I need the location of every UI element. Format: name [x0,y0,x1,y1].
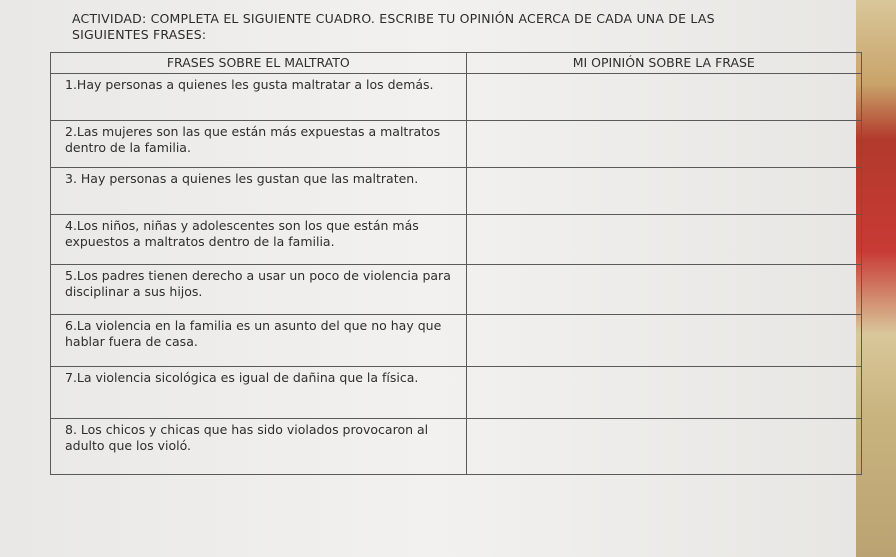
frase-cell: 3. Hay personas a quienes les gustan que las maltraten. [51,168,467,215]
opinion-cell[interactable] [466,121,861,168]
table-row [51,168,862,215]
frase-cell: 5.Los padres tienen derecho a usar un poco de violencia para disciplinar a sus hijos. [51,265,467,315]
table-row [51,121,862,168]
opinion-table [50,52,862,475]
table-row [51,74,862,121]
background-fabric [856,0,896,557]
header-opinion: MI OPINIÓN SOBRE LA FRASE [466,53,861,74]
frase-cell: 7.La violencia sicológica es igual de dañina que la física. [51,367,467,419]
table-row [51,367,862,419]
header-frases: FRASES SOBRE EL MALTRATO [51,53,467,74]
opinion-cell[interactable] [466,215,861,265]
opinion-cell[interactable] [466,168,861,215]
table-header-row [51,53,862,74]
table-row [51,215,862,265]
opinion-cell[interactable] [466,265,861,315]
table-row [51,419,862,475]
opinion-cell[interactable] [466,74,861,121]
frase-cell: 6.La violencia en la familia es un asunto del que no hay que hablar fuera de casa. [51,315,467,367]
activity-instructions [72,11,832,43]
opinion-cell[interactable] [466,367,861,419]
opinion-cell[interactable] [466,419,861,475]
table-row [51,315,862,367]
frase-cell: 1.Hay personas a quienes les gusta maltratar a los demás. [51,74,467,121]
instructions-line-2: SIGUIENTES FRASES: [72,27,207,42]
instructions-line-1: ACTIVIDAD: COMPLETA EL SIGUIENTE CUADRO. ESCRIBE TU OPINIÓN ACERCA DE CADA UNA DE LAS [72,11,715,26]
frase-cell: 2.Las mujeres son las que están más expuestas a maltratos dentro de la familia. [51,121,467,168]
frase-cell: 4.Los niños, niñas y adolescentes son los que están más expuestos a maltratos dentro de la familia. [51,215,467,265]
table-row [51,265,862,315]
opinion-cell[interactable] [466,315,861,367]
frase-cell: 8. Los chicos y chicas que has sido violados provocaron al adulto que los violó. [51,419,467,475]
